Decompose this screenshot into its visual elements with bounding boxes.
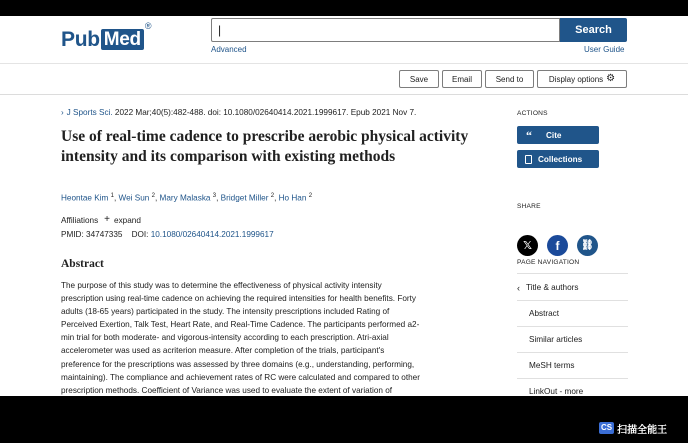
abstract-line: prescription methods. Coefficient of Variance was used to evaluate the extent of variation of bbox=[61, 385, 393, 395]
nav-item-label: Title & authors bbox=[526, 283, 579, 292]
abstract-line: The purpose of this study was to determine the effectiveness of physical activity intensity bbox=[61, 281, 382, 290]
cite-button[interactable] bbox=[517, 126, 599, 144]
article-identifiers bbox=[61, 230, 274, 239]
email-button-label: Email bbox=[451, 74, 472, 84]
email-button[interactable] bbox=[442, 70, 482, 88]
doi-label: DOI: bbox=[131, 230, 149, 239]
nav-item-label: LinkOut - more bbox=[529, 387, 584, 396]
search-button[interactable]: Search bbox=[560, 18, 627, 42]
abstract-line: Perceived Exertion, Talk Test, Heart Rate, and Real-Time Cadence. The participants performed a2- bbox=[61, 320, 420, 330]
header bbox=[0, 16, 688, 64]
pmid-value: 34747335 bbox=[86, 230, 123, 239]
author-link[interactable]: Wei Sun bbox=[118, 193, 150, 203]
watermark-text: 扫描全能王 bbox=[617, 424, 668, 436]
abstract-line: adults (18-65 years) participated in the study. The intensity prescriptions included Rating of bbox=[61, 307, 390, 317]
pubmed-logo[interactable] bbox=[61, 22, 152, 50]
abstract-line: maintaining). The compliance and achievement rates of RC were calculated and compared to other bbox=[61, 372, 420, 382]
nav-item-similar-articles[interactable] bbox=[517, 327, 628, 353]
author-affiliation-number: 2 bbox=[270, 193, 275, 199]
author-list: Heontae Kim $^1$, Wei Sun $^2$, Mary Malaska $^3$, Bridget Miller $^2$, Ho Han $^2$ bbox=[61, 193, 313, 203]
affiliations-toggle[interactable] bbox=[61, 215, 141, 225]
collections-button-label: Collections bbox=[538, 154, 583, 164]
author-link[interactable]: Bridget Miller bbox=[220, 193, 269, 203]
page-navigation-heading: PAGE NAVIGATION bbox=[517, 259, 580, 266]
link-icon[interactable]: ⛓ bbox=[577, 235, 598, 256]
user-guide-link[interactable]: User Guide bbox=[584, 45, 625, 54]
citation-details: 2022 Mar;40(5):482-488. doi: 10.1080/02640414.2021.1999617. Epub 2021 Nov 7. bbox=[112, 108, 417, 117]
send-to-button-label: Send to bbox=[495, 74, 524, 84]
author-affiliation-number: 1 bbox=[110, 193, 114, 199]
quote-icon: “ bbox=[526, 128, 532, 142]
logo-med-text: Med bbox=[101, 29, 144, 50]
abstract-heading: Abstract bbox=[61, 258, 104, 270]
send-to-button[interactable] bbox=[485, 70, 534, 88]
nav-item-mesh-terms[interactable] bbox=[517, 353, 628, 379]
doi-link[interactable]: 10.1080/02640414.2021.1999617 bbox=[150, 230, 274, 239]
plus-icon: + bbox=[104, 214, 111, 225]
gear-icon: ⚙ bbox=[606, 73, 616, 84]
scanner-watermark bbox=[599, 421, 667, 435]
actions-heading: ACTIONS bbox=[517, 110, 548, 117]
chevron-left-icon: ‹ bbox=[517, 282, 520, 293]
nav-item-title-authors[interactable] bbox=[517, 275, 628, 301]
abstract-line: preference for the prescriptions was assessed by three domains (e.g., understanding, performing, bbox=[61, 359, 415, 369]
author-affiliation-number: 2 bbox=[308, 193, 313, 199]
advanced-search-link[interactable]: Advanced bbox=[211, 45, 247, 54]
display-options-label: Display options bbox=[548, 74, 604, 84]
pmid-label: PMID: bbox=[61, 230, 84, 239]
display-options-button[interactable] bbox=[537, 70, 627, 88]
affiliations-label: Affiliations bbox=[61, 215, 99, 225]
expand-label: expand bbox=[114, 215, 141, 225]
abstract-line: prescription using real-time cadence on achieving the required intensities for health benefits. Forty bbox=[61, 294, 416, 304]
nav-item-label: Similar articles bbox=[529, 335, 583, 344]
nav-item-abstract[interactable] bbox=[517, 301, 628, 327]
author-link[interactable]: Heontae Kim bbox=[61, 193, 109, 203]
logo-med-wrap bbox=[101, 29, 144, 50]
save-button[interactable] bbox=[399, 70, 439, 88]
author-affiliation-number: 2 bbox=[151, 193, 155, 199]
bookmark-icon bbox=[525, 155, 532, 164]
logo-registered-mark: ® bbox=[144, 21, 152, 31]
abstract-line: accelerometer was used as acriterion measure. After completion of the trials, participant's bbox=[61, 346, 385, 356]
nav-item-label: Abstract bbox=[529, 309, 560, 318]
nav-item-label: MeSH terms bbox=[529, 361, 575, 370]
abstract-line: min trial for both moderate- and vigorous-intensity according to each prescription. Atri-axial bbox=[61, 333, 389, 343]
nav-item-linkout[interactable] bbox=[517, 379, 628, 396]
share-heading: SHARE bbox=[517, 203, 541, 210]
divider bbox=[517, 273, 628, 274]
author-affiliation-number: 3 bbox=[212, 193, 217, 199]
abstract-text bbox=[61, 279, 479, 396]
save-button-label: Save bbox=[409, 74, 429, 84]
journal-link[interactable]: J Sports Sci. bbox=[66, 108, 113, 117]
x-twitter-icon[interactable]: 𝕏 bbox=[517, 235, 538, 256]
cite-button-label: Cite bbox=[546, 130, 562, 140]
facebook-icon[interactable]: f bbox=[547, 235, 568, 256]
action-toolbar bbox=[0, 64, 688, 95]
chevron-right-icon: › bbox=[61, 108, 64, 117]
author-link[interactable]: Mary Malaska bbox=[159, 193, 211, 203]
author-link[interactable]: Ho Han bbox=[278, 193, 307, 203]
pubmed-page bbox=[0, 16, 688, 396]
watermark-badge: CS bbox=[601, 423, 613, 432]
article-title: Use of real-time cadence to prescribe aerobic physical activity intensity and its comparison with existing methods bbox=[61, 128, 469, 165]
logo-pub-text: Pub bbox=[61, 28, 100, 51]
citation-line bbox=[61, 108, 416, 117]
search-input[interactable] bbox=[211, 18, 560, 42]
collections-button[interactable] bbox=[517, 150, 599, 168]
